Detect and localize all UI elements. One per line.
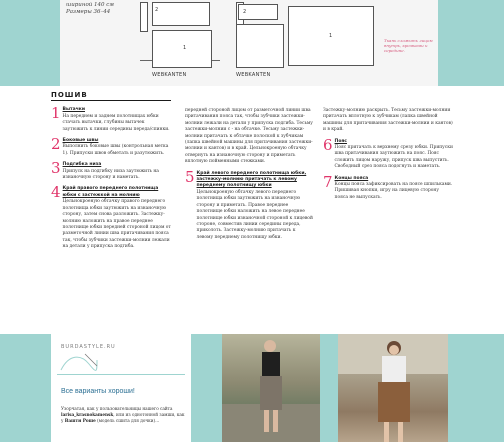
pattern-note: Ткань сложить лицом внутрь, кромками к середине. <box>384 38 433 53</box>
pattern-piece-strip <box>236 24 284 68</box>
reader-photo-1 <box>222 334 320 442</box>
step-2 <box>51 135 171 157</box>
step-1 <box>51 104 171 133</box>
selvage-label: WEBKANTEN <box>152 72 187 78</box>
step-title: Вытачки <box>62 107 85 113</box>
user-link[interactable]: larisa_krasnokamensk <box>61 412 114 417</box>
step-4 <box>51 183 171 250</box>
needle-thread-icon <box>59 352 99 374</box>
step-title: Концы пояса <box>334 175 369 181</box>
reader-photo-2 <box>338 334 448 442</box>
community-banner <box>0 334 504 442</box>
step-text: Цельнокроеную обтачку левого переднего полотнища юбки заутюжить на изнаночную сторону и приметать. Правое переднее полотнище юбки наложить на левое переднее полотнище юбки изнаночной стороной к лицевой стороне, совместив линии середины переда, приколоть. Застежку-молнию притачать к левому переднему полотнищу юбки. <box>196 189 313 240</box>
step-number: 3 <box>51 159 61 178</box>
step-7 <box>323 172 453 202</box>
piece-number: 1 <box>183 45 187 51</box>
step-text: Припуск на подгибку низа заутюжить на изнаночную сторону и наметать. <box>62 168 159 181</box>
photo-illustration <box>222 334 320 442</box>
pattern-piece-2 <box>152 2 210 26</box>
step-title: Подгибка низа <box>62 162 102 168</box>
step-text: На переднем и заднем полотнищах юбки стачать вытачки, глубины вытачек заутюжить к линии середины переда/спинки. <box>62 113 170 132</box>
user-link[interactable]: Вашти Роше <box>64 418 96 423</box>
section-title: ПОШИВ <box>51 92 171 101</box>
divider <box>57 374 185 375</box>
pattern-layout-band <box>0 0 504 86</box>
step-5 <box>185 167 313 241</box>
teal-margin-left <box>0 0 60 86</box>
step-title: Боковые швы <box>62 138 99 144</box>
photo-illustration <box>338 334 448 442</box>
continued-text: передней стороной лицом от разметочной линии шва притачивания пояса так, чтобы зубчики застежки-молнии лежали на детали у припуска подгиба. Тесьму застежки-молнии с - на обтачке. Тесьму застежки-молнии притачать к обтачке полоской к зубчикам (лапка швейной машины для притачивания застежки-молнии и кантов) и в край. Цельнокроеную обтачку отвернуть на изнаночную сторону и приметать вплотную пойменными стежками. <box>185 108 313 165</box>
banner-text-part: (модель сшита для дочки)... <box>95 418 160 423</box>
pattern-piece-1 <box>288 6 374 66</box>
step-number: 7 <box>323 172 333 191</box>
banner-text-part: , или из однотонной замши, как у <box>61 412 185 423</box>
banner-text-part: Узорчатая, как у пользовательницы нашего сайта <box>61 406 173 411</box>
selvage-label: WEBKANTEN <box>236 72 271 78</box>
step-number: 5 <box>185 167 195 186</box>
fabric-sizes: Размеры 36–44 <box>66 9 111 15</box>
piece-number: 1 <box>329 33 333 39</box>
text-column-1 <box>51 88 171 256</box>
step-number: 4 <box>51 183 61 202</box>
step-title: Край левого переднего полотнища юбки, застежку-молнию притачать к левому переднему полотнищу юбки <box>196 170 307 189</box>
step-title: Край правого переднего полотнища юбки с застежкой на молнию <box>62 186 159 198</box>
step-number: 6 <box>323 135 333 154</box>
piece-number: 2 <box>155 7 159 13</box>
step-title: Пояс <box>334 138 347 144</box>
pattern-piece-1 <box>152 30 212 68</box>
fabric-width: шириной 140 см <box>66 2 114 8</box>
step-text: Выполнить боковые швы (контрольная метка 1). Припуски швов обметать и разутюжить. <box>62 144 169 156</box>
step-6 <box>323 135 453 171</box>
site-name[interactable]: BURDASTYLE.RU <box>61 344 116 350</box>
piece-number: 2 <box>243 9 247 15</box>
fabric-info <box>66 2 114 16</box>
pattern-piece-2 <box>238 4 278 20</box>
step-text: Концы пояса зафиксировать на поясе шпильками. Пришивая кнопки, игру на лицевую сторону пояса не выпускать. <box>334 182 453 200</box>
continued-text: Застежку-молнию раскрыть. Тесьму застежки-молнии притачать вплотную к зубчикам (лапка швейной машины для притачивания застежки-молнии и кантов) и в край. <box>323 108 453 133</box>
pattern-piece-small <box>140 2 148 32</box>
step-number: 1 <box>51 104 61 123</box>
text-column-2 <box>185 108 313 246</box>
step-text: Пояс притачать к верхнему срезу юбки. Припуски шва притачивания заутюжить на пояс. Пояс сложить лицом наружу, припуск шва выпустить. Свободный срез пояса подогнуть и наметать. <box>334 145 453 170</box>
banner-heading: Все варианты хороши! <box>61 388 135 395</box>
step-text: Цельнокроеную обтачку правого переднего полотнища юбки заутюжить на изнаночную сторону, затем снова разложить. Застежку-молнию наложить на правое переднее полотнище юбки передней стороной лицом от разметочной линии шва притачивания пояса так, чтобы зубчики застежки-молнии лежали на детали у припуска подгиба. <box>62 199 171 250</box>
teal-margin-right <box>438 0 504 86</box>
banner-text <box>61 406 185 424</box>
step-3 <box>51 159 171 181</box>
text-column-3 <box>323 108 453 206</box>
step-number: 2 <box>51 135 61 154</box>
community-card <box>51 334 191 442</box>
